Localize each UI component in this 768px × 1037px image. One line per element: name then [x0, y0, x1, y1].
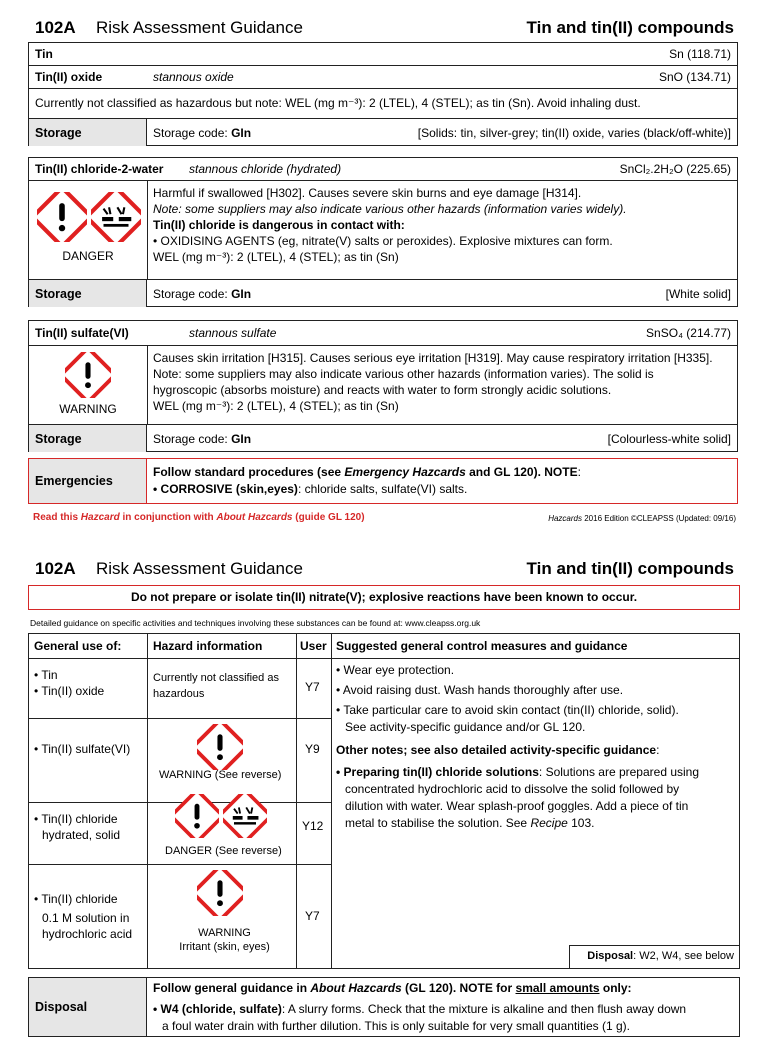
header-user: User: [300, 639, 327, 653]
row2-user: Y9: [305, 742, 320, 756]
row1-user: Y7: [305, 680, 320, 694]
bottom-title: Tin and tin(II) compounds: [526, 559, 734, 578]
exclamation-icon: [197, 724, 243, 770]
oxide-note-row: [29, 88, 737, 118]
sulfate-hazard-text: Causes skin irritation [H315]. Causes serious eye irritation [H319]. May cause respiratory irritation [H335]. Note: some suppliers may also indicate various other hazards (information varies). The solid is hygroscopic (absorbs moisture) and reacts with water to form strongly acidic solutions. WEL (mg m⁻³): 2 (LTEL), 4 (STEL); as tin (Sn): [153, 351, 713, 413]
read-in-conjunction-note: Read this Hazcard in conjunction with About Hazcards (guide GL 120): [33, 512, 365, 523]
sulfate-name: Tin(II) sulfate(VI): [35, 326, 129, 340]
row1-hazard: Currently not classified as hazardous: [153, 672, 279, 700]
bottom-code: 102A: [35, 559, 76, 578]
storage-code: Storage code: GIn: [153, 126, 252, 140]
chloride-name: Tin(II) chloride-2-water: [35, 162, 164, 176]
detail-guidance-note: Detailed guidance on specific activities and techniques involving these substances can be found at: www.cleapss.org.uk: [30, 618, 481, 628]
emergencies-box: [28, 458, 738, 504]
disposal-label: Disposal: [29, 978, 147, 1036]
chloride-pictograms: [29, 181, 148, 279]
guidance-table: [28, 633, 740, 969]
bottom-header: [28, 557, 740, 585]
chloride-synonym: stannous chloride (hydrated): [189, 162, 342, 176]
oxide-row: [29, 65, 737, 88]
row2-hazard: WARNING (See reverse): [159, 769, 282, 781]
emergencies-text: Follow standard procedures (see Emergency Hazcards and GL 120). NOTE: • CORROSIVE (skin,eyes): chloride salts, sulfate(VI) salts.: [153, 464, 581, 498]
sulfate-hazard-row: [29, 345, 737, 424]
header-general-use: General use of:: [34, 639, 122, 653]
sulfate-box: [28, 320, 738, 452]
oxide-synonym: stannous oxide: [153, 70, 234, 84]
storage-code: Storage code: GIn: [153, 432, 252, 446]
chloride-formula: SnCl₂.2H₂O (225.65): [619, 162, 731, 176]
nitrate-warning: Do not prepare or isolate tin(II) nitrate(V); explosive reactions have been known to occur.: [28, 585, 740, 610]
tin-oxide-box: [28, 42, 738, 146]
chloride-box: [28, 157, 738, 307]
disposal-codes: Disposal: W2, W4, see below: [569, 945, 739, 968]
disposal-box: [28, 977, 740, 1037]
storage-label: Storage: [29, 280, 147, 307]
storage-label: Storage: [29, 425, 147, 452]
exclamation-icon: [37, 192, 87, 242]
tin-name: Tin: [35, 47, 53, 61]
chloride-title-row: [29, 158, 737, 180]
row4-use: • Tin(II) chloride 0.1 M solution in hydrochloric acid: [34, 891, 132, 942]
tin-row: [29, 43, 737, 65]
top-code: 102A: [35, 18, 76, 37]
chloride-signal: DANGER: [62, 249, 114, 263]
sulfate-signal: WARNING: [59, 402, 117, 416]
oxide-formula: SnO (134.71): [658, 70, 731, 84]
exclamation-icon: [175, 794, 219, 838]
sulfate-storage-note: [Colourless-white solid]: [607, 432, 731, 446]
sulfate-storage-row: [29, 424, 737, 452]
top-title: Tin and tin(II) compounds: [526, 18, 734, 37]
oxide-storage-row: [29, 118, 737, 146]
storage-code: Storage code: GIn: [153, 287, 252, 301]
row3-user: Y12: [302, 819, 324, 833]
table-row: • Tin • Tin(II) oxide: [34, 667, 104, 699]
oxide-storage-note: [Solids: tin, silver-grey; tin(II) oxide, varies (black/off-white)]: [417, 126, 731, 140]
corrosive-icon: [91, 192, 141, 242]
chloride-hazard-row: [29, 180, 737, 279]
edition-note: Hazcards 2016 Edition ©CLEAPSS (Updated: 09/16): [548, 514, 736, 523]
header-hazard-info: Hazard information: [153, 639, 263, 653]
exclamation-icon: [197, 870, 243, 916]
header-guidance: Suggested general control measures and guidance: [336, 639, 628, 653]
row3-hazard: DANGER (See reverse): [165, 845, 282, 857]
guidance-text: • Wear eye protection. • Avoid raising dust. Wash hands thoroughly after use. • Take particular care to avoid skin contact (tin(II) chloride, solid). See activity-specific guidance and/or GL 120. Other notes; see also detailed activity-specific guidance: • Preparing tin(II) chloride solutions: Solutions are prepared using concentrated hydrochloric acid to dissolve the solid followed by dilution with water. Wear splash-proof goggles. Add a piece of tin metal to stabilise the solution. See Recipe 103.: [336, 662, 736, 832]
bottom-subtitle: Risk Assessment Guidance: [96, 559, 303, 578]
storage-label: Storage: [29, 119, 147, 146]
exclamation-icon: [65, 352, 111, 398]
corrosive-icon: [223, 794, 267, 838]
top-subtitle: Risk Assessment Guidance: [96, 18, 303, 37]
chloride-storage-note: [White solid]: [665, 287, 731, 301]
sulfate-pictograms: [29, 346, 148, 424]
row4-user: Y7: [305, 909, 320, 923]
oxide-note: Currently not classified as hazardous but note: WEL (mg m⁻³): 2 (LTEL), 4 (STEL); as tin (Sn). Avoid inhaling dust.: [35, 96, 641, 110]
row2-use: • Tin(II) sulfate(VI): [34, 741, 130, 757]
oxide-name: Tin(II) oxide: [35, 70, 103, 84]
sulfate-formula: SnSO₄ (214.77): [646, 326, 731, 340]
disposal-text: Follow general guidance in About Hazcards (GL 120). NOTE for small amounts only: • W4 (chloride, sulfate): A slurry forms. Check that the mixture is alkaline and then flush away down a foul water drain with further dilution. This is only suitable for very small quantities (1 g).: [153, 980, 738, 1035]
tin-formula: Sn (118.71): [669, 47, 731, 61]
emergencies-label: Emergencies: [29, 459, 147, 503]
chloride-storage-row: [29, 279, 737, 307]
top-header: [28, 16, 740, 44]
sulfate-title-row: [29, 321, 737, 345]
row3-use: • Tin(II) chloride hydrated, solid: [34, 811, 120, 843]
sulfate-synonym: stannous sulfate: [189, 326, 277, 340]
chloride-hazard-text: Harmful if swallowed [H302]. Causes severe skin burns and eye damage [H314]. Note: some suppliers may also indicate various other hazards (information varies widely). Tin(II) chloride is dangerous in contact with: • OXIDISING AGENTS (eg, nitrate(V) salts or peroxides). Explosive mixtures can form. WEL (mg m⁻³): 2 (LTEL), 4 (STEL); as tin (Sn): [153, 185, 731, 265]
row4-hazard: WARNING Irritant (skin, eyes): [179, 927, 270, 953]
